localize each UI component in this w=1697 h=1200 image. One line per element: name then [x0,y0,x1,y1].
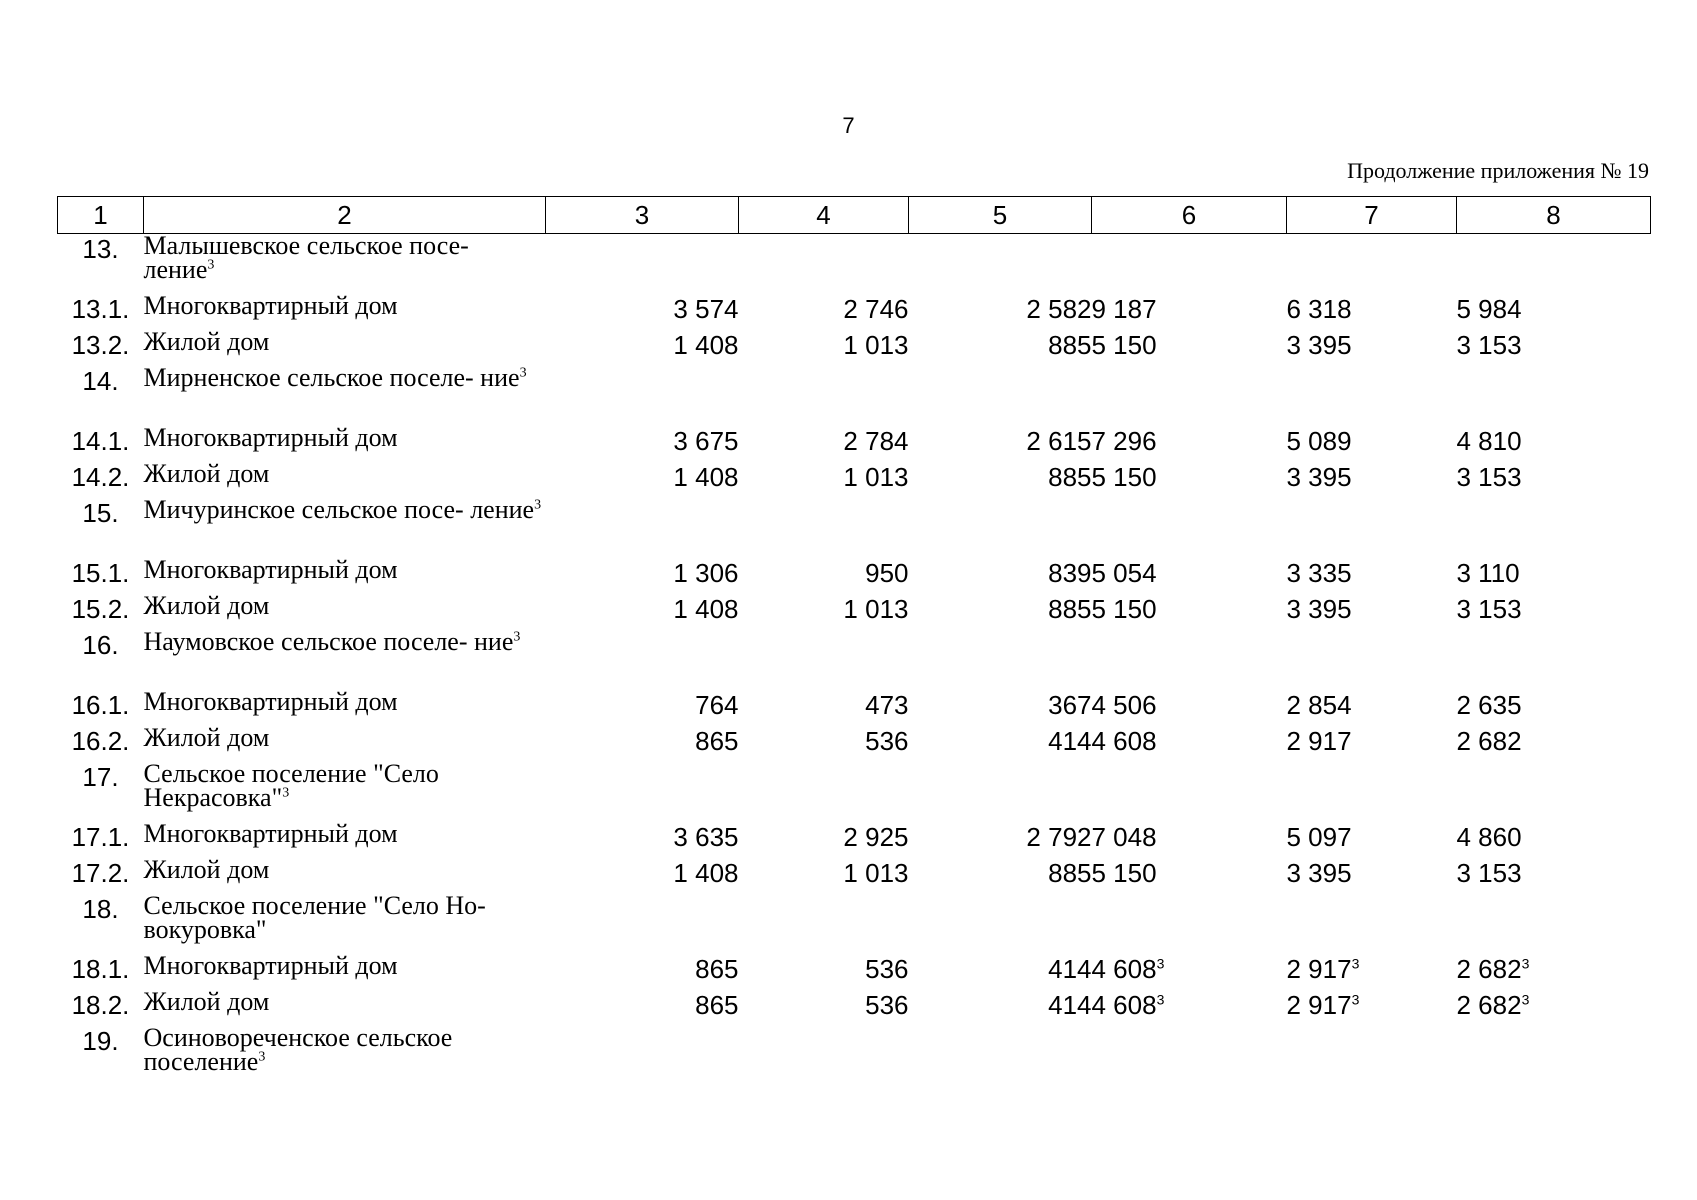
value-text: 1 013 [843,462,909,492]
column-header: 6 [1092,197,1287,234]
value-text: 2 746 [843,294,909,324]
name-text: Наумовское сельское поселе- ние [143,627,514,656]
value-text: 4 506 [1091,690,1157,720]
settlement-row [58,498,1651,558]
housing-type-name [143,855,546,894]
settlement-name [143,363,546,426]
value-text: 4 608 [1091,954,1157,984]
value-text: 2 917 [1286,990,1352,1020]
value-text: 2 615 [1026,426,1092,456]
value-cell [909,426,1092,462]
value-cell [1457,762,1651,822]
housing-type-row [58,558,1651,594]
value-cell [1092,1026,1287,1086]
value-text: 2 582 [1026,294,1092,324]
value-cell [1092,294,1287,330]
column-header: 3 [546,197,739,234]
settlement-row [58,1026,1651,1086]
value-cell [1092,726,1287,762]
value-cell [1092,426,1287,462]
value-cell [739,858,909,894]
value-cell [909,366,1092,426]
name-text: Осиновореченское сельское поселение [143,1023,453,1076]
value-text: 2 682 [1456,726,1522,756]
value-cell [739,294,909,330]
value-text: 865 [695,990,739,1020]
value-cell [546,954,739,990]
value-cell [739,990,909,1026]
footnote-marker: 3 [519,365,527,381]
value-text: 5 150 [1091,858,1157,888]
housing-type-name [143,291,546,330]
value-cell [1287,858,1457,894]
value-cell [909,594,1092,630]
footnote-marker: 3 [207,257,215,273]
value-cell [1457,630,1651,690]
value-text: 2 792 [1026,822,1092,852]
value-text: 1 408 [673,594,739,624]
settlement-row [58,894,1651,954]
value-text: 5 089 [1286,426,1352,456]
value-text: 3 153 [1456,462,1522,492]
value-text: 4 860 [1456,822,1522,852]
value-cell [909,858,1092,894]
value-cell [1287,498,1457,558]
value-cell [1092,330,1287,366]
value-text: 4 608 [1091,990,1157,1020]
row-number: 15. [82,498,119,528]
value-text: 2 784 [843,426,909,456]
value-cell [739,234,909,295]
row-number: 15.2. [71,594,130,624]
value-text: 950 [865,558,909,588]
footnote-marker: 3 [1351,991,1360,1008]
value-cell [1457,498,1651,558]
value-text: 7 048 [1091,822,1157,852]
value-text: 1 408 [673,330,739,360]
value-text: 3 110 [1456,558,1520,588]
column-number-header-row [58,197,1651,234]
value-cell [1092,990,1287,1026]
housing-type-row [58,690,1651,726]
housing-type-row [58,990,1651,1026]
value-cell [1092,762,1287,822]
value-cell [1092,954,1287,990]
value-cell [1457,726,1651,762]
value-cell [739,726,909,762]
housing-type-name [143,951,546,990]
value-cell [1457,954,1651,990]
settlement-name [143,1023,546,1086]
value-cell [1457,1026,1651,1086]
housing-type-row [58,726,1651,762]
row-number: 18.2. [71,990,130,1020]
value-cell [739,1026,909,1086]
name-text: Жилой дом [143,327,270,356]
value-text: 3 395 [1286,462,1352,492]
value-text: 4 810 [1456,426,1522,456]
settlement-name [143,495,546,558]
value-cell [546,630,739,690]
settlement-name [143,627,546,690]
value-text: 414 [1048,954,1092,984]
housing-type-name [143,555,546,594]
value-cell [546,894,739,954]
value-text: 1 408 [673,858,739,888]
value-cell [909,762,1092,822]
value-text: 3 153 [1456,330,1522,360]
name-text: Многоквартирный дом [143,951,398,980]
footnote-marker: 3 [534,497,542,513]
value-cell [1092,822,1287,858]
value-text: 1 013 [843,858,909,888]
value-cell [1457,294,1651,330]
value-cell [739,462,909,498]
value-cell [546,1026,739,1086]
value-cell [909,726,1092,762]
value-text: 5 097 [1286,822,1352,852]
value-text: 7 296 [1091,426,1157,456]
value-text: 885 [1048,858,1092,888]
value-cell [909,630,1092,690]
value-text: 1 408 [673,462,739,492]
name-text: Мичуринское сельское посе- ление [143,495,535,524]
value-cell [739,690,909,726]
value-cell [1287,366,1457,426]
value-text: 3 675 [673,426,739,456]
value-cell [1092,234,1287,295]
settlement-row [58,630,1651,690]
value-cell [1457,990,1651,1026]
value-text: 2 854 [1286,690,1352,720]
value-cell [1457,366,1651,426]
value-cell [739,894,909,954]
name-text: Жилой дом [143,987,270,1016]
value-text: 5 150 [1091,462,1157,492]
settlement-row [58,234,1651,295]
value-cell [1092,894,1287,954]
value-cell [909,498,1092,558]
value-text: 2 682 [1456,954,1522,984]
value-cell [739,426,909,462]
name-text: Жилой дом [143,591,270,620]
value-text: 414 [1048,726,1092,756]
footnote-marker: 3 [513,629,521,645]
housing-type-row [58,594,1651,630]
value-text: 473 [865,690,909,720]
value-text: 536 [865,726,909,756]
value-text: 885 [1048,594,1092,624]
column-header: 4 [739,197,909,234]
name-text: Сельское поселение "Село Некрасовка" [143,759,439,812]
value-cell [909,990,1092,1026]
value-text: 3 153 [1456,594,1522,624]
value-cell [1287,726,1457,762]
value-text: 5 054 [1091,558,1157,588]
value-cell [1287,990,1457,1026]
name-text: Жилой дом [143,855,270,884]
page-number: 7 [842,113,855,138]
column-header: 8 [1457,197,1651,234]
value-text: 1 013 [843,330,909,360]
value-cell [546,294,739,330]
settlement-name [143,759,546,822]
housing-type-name [143,591,546,630]
row-number: 19. [82,1026,119,1056]
housing-type-row [58,954,1651,990]
housing-type-name [143,819,546,858]
row-number: 14.2. [71,462,130,492]
footnote-marker: 3 [1521,955,1530,972]
value-cell [1457,594,1651,630]
row-number: 13.2. [71,330,130,360]
value-cell [546,858,739,894]
value-cell [1457,822,1651,858]
value-text: 414 [1048,990,1092,1020]
footnote-marker: 3 [1156,955,1165,972]
value-text: 1 013 [843,594,909,624]
value-cell [546,558,739,594]
value-cell [1092,462,1287,498]
value-cell [1287,690,1457,726]
value-text: 3 153 [1456,858,1522,888]
value-cell [1287,462,1457,498]
value-text: 865 [695,726,739,756]
value-text: 2 635 [1456,690,1522,720]
value-cell [546,822,739,858]
footnote-marker: 3 [258,1049,266,1065]
value-cell [546,366,739,426]
value-cell [1092,558,1287,594]
value-cell [909,234,1092,295]
value-cell [909,954,1092,990]
value-cell [1457,462,1651,498]
value-text: 3 335 [1286,558,1352,588]
settlement-name [143,231,546,295]
value-cell [1287,426,1457,462]
value-text: 536 [865,954,909,984]
value-cell [1457,330,1651,366]
row-number: 16. [82,630,119,660]
value-text: 3 395 [1286,594,1352,624]
name-text: Многоквартирный дом [143,687,398,716]
value-cell [1457,858,1651,894]
value-text: 3 635 [673,822,739,852]
row-number: 14. [82,366,119,396]
column-header: 1 [58,197,144,234]
table-body [58,231,1651,1087]
row-number: 16.1. [71,690,130,720]
value-cell [1287,630,1457,690]
value-cell [546,426,739,462]
name-text: Жилой дом [143,459,270,488]
value-text: 885 [1048,462,1092,492]
value-cell [1457,558,1651,594]
row-number: 17. [82,762,119,792]
column-header: 5 [909,197,1092,234]
housing-type-row [58,858,1651,894]
row-number: 18. [82,894,119,924]
value-text: 2 925 [843,822,909,852]
value-cell [1457,894,1651,954]
column-header: 7 [1287,197,1457,234]
value-text: 6 318 [1286,294,1352,324]
housing-type-row [58,426,1651,462]
value-cell [1287,234,1457,295]
value-text: 1 306 [673,558,739,588]
value-text: 839 [1048,558,1092,588]
value-cell [546,498,739,558]
value-cell [1092,630,1287,690]
value-cell [739,366,909,426]
housing-type-row [58,330,1651,366]
value-cell [909,690,1092,726]
value-cell [1287,558,1457,594]
value-cell [739,822,909,858]
row-number: 15.1. [71,558,130,588]
value-cell [909,558,1092,594]
housing-type-name [143,423,546,462]
value-cell [1092,498,1287,558]
value-text: 4 608 [1091,726,1157,756]
appendix-continuation-note: Продолжение приложения № 19 [1347,158,1649,183]
housing-type-name [143,687,546,726]
value-cell [1287,894,1457,954]
value-cell [1287,330,1457,366]
value-text: 5 150 [1091,594,1157,624]
name-text: Малышевское сельское посе- ление [143,231,469,284]
name-text: Многоквартирный дом [143,291,398,320]
value-cell [546,462,739,498]
tariff-table [57,196,1651,1086]
value-cell [909,894,1092,954]
value-cell [1092,594,1287,630]
value-text: 3 395 [1286,330,1352,360]
value-cell [1457,426,1651,462]
value-text: 5 150 [1091,330,1157,360]
footnote-marker: 3 [1351,955,1360,972]
footnote-marker: 3 [1156,991,1165,1008]
value-cell [739,594,909,630]
value-cell [546,726,739,762]
value-text: 865 [695,954,739,984]
value-text: 3 574 [673,294,739,324]
value-cell [739,630,909,690]
row-number: 13. [82,234,119,264]
row-number: 18.1. [71,954,130,984]
name-text: Многоквартирный дом [143,423,398,452]
value-text: 764 [695,690,739,720]
value-cell [546,330,739,366]
row-number: 13.1. [71,294,130,324]
housing-type-name [143,723,546,762]
row-number: 17.2. [71,858,130,888]
value-cell [1287,594,1457,630]
value-cell [909,462,1092,498]
value-cell [546,990,739,1026]
value-cell [1287,762,1457,822]
value-text: 367 [1048,690,1092,720]
value-text: 885 [1048,330,1092,360]
value-text: 2 682 [1456,990,1522,1020]
value-cell [1457,234,1651,295]
value-cell [546,234,739,295]
value-cell [909,330,1092,366]
value-cell [546,594,739,630]
name-text: Мирненское сельское поселе- ние [143,363,520,392]
housing-type-name [143,987,546,1026]
value-cell [909,294,1092,330]
name-text: Многоквартирный дом [143,555,398,584]
value-text: 536 [865,990,909,1020]
column-header: 2 [144,197,546,234]
row-number: 17.1. [71,822,130,852]
value-cell [1287,954,1457,990]
name-text: Сельское поселение "Село Но- вокуровка" [143,891,486,944]
value-text: 3 395 [1286,858,1352,888]
footnote-marker: 3 [282,785,290,801]
housing-type-name [143,327,546,366]
value-cell [1092,858,1287,894]
housing-type-row [58,822,1651,858]
value-cell [739,954,909,990]
row-number: 14.1. [71,426,130,456]
footnote-marker: 3 [1521,991,1530,1008]
value-cell [1092,366,1287,426]
housing-type-row [58,294,1651,330]
value-text: 2 917 [1286,726,1352,756]
value-text: 2 917 [1286,954,1352,984]
value-cell [1457,690,1651,726]
value-cell [739,330,909,366]
value-cell [909,1026,1092,1086]
value-cell [739,558,909,594]
name-text: Многоквартирный дом [143,819,398,848]
value-text: 5 984 [1456,294,1522,324]
settlement-row [58,762,1651,822]
value-cell [739,498,909,558]
value-cell [1287,1026,1457,1086]
settlement-row [58,366,1651,426]
value-cell [546,690,739,726]
value-cell [1287,294,1457,330]
row-number: 16.2. [71,726,130,756]
value-cell [546,762,739,822]
value-cell [739,762,909,822]
value-cell [1287,822,1457,858]
value-text: 9 187 [1091,294,1157,324]
value-cell [909,822,1092,858]
value-cell [1092,690,1287,726]
name-text: Жилой дом [143,723,270,752]
housing-type-row [58,462,1651,498]
housing-type-name [143,459,546,498]
settlement-name [143,891,546,954]
